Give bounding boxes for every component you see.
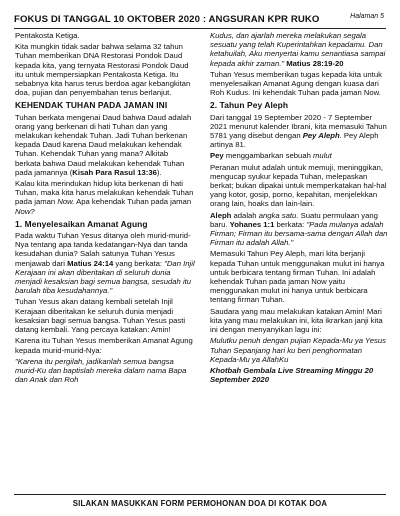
emphasis: Pey Aleph: [302, 131, 340, 141]
text: Suatu permulaan yang baru.: [210, 210, 378, 229]
text: yang berkata:: [113, 258, 165, 268]
text: . Pey Aleph artinya 81.: [210, 131, 379, 150]
paragraph: Karena itu Tuhan Yesus memberikan Amanat Agung kepada murid-murid-Nya:: [15, 336, 193, 355]
paragraph: [15, 113, 195, 177]
text: Kalau kita merindukan hidup kita berkenan di hati Tuhan, maka kita harus melakukan kehendak Tuhan pada jaman: [15, 179, 194, 207]
emphasis: Now?: [15, 206, 35, 216]
emphasis: mulut: [313, 151, 332, 161]
scripture-quote: "Pada mulanya adalah Firman; Firman itu bersama-sama dengan Allah dan Firman itu adalah Allah.": [210, 219, 388, 248]
paragraph: [210, 211, 390, 248]
header-title: FOKUS DI TANGGAL 10 OKTOBER 2020 : ANGSURAN KPR RUKO: [14, 13, 320, 25]
emphasis: Pey: [210, 151, 224, 161]
text: adalah: [231, 210, 259, 220]
scripture-reference: Yohanes 1:1: [229, 219, 275, 229]
text: Tuhan berkata mengenai Daud bahwa Daud adalah orang yang berkenan di hati Tuhan dan yang melakukan kehendak Tuhan. Jadi Tuhan berkenan kepada Daud karena Daud melakukan kehendak Tuhan. Kehendak Tuhan yang mana? Alkitab berkata bahwa Daud melakukan kehendak Tuhan pada jamannya (: [15, 112, 192, 177]
paragraph: [210, 151, 390, 160]
emphasis: angka satu.: [258, 210, 299, 220]
scripture-reference: Matius 24:14: [67, 258, 114, 268]
page-footer: SILAKAN MASUKKAN FORM PERMOHONAN DOA DI KOTAK DOA: [14, 494, 386, 508]
text: Pada waktu Tuhan Yesus ditanya oleh murid-murid-Nya tentang apa tanda kedatangan-Nya dan tanda kesudahan dunia? Salah satunya Tuhan Yesus menjawab dari: [15, 231, 191, 268]
text: menggambarkan sebuah: [223, 151, 314, 161]
paragraph: Peranan mulut adalah untuk memuji, meninggikan, mengucap syukur kepada Tuhan, melepaskan berkat; bukan dipakai untuk memperkatakan hal-hal yang kotor, gosip, porno, kepahitan, menjelekkan orang lain, hoaks dan lain-lain.: [210, 162, 387, 209]
paragraph: [210, 31, 390, 68]
text: ).: [156, 167, 162, 177]
paragraph: [15, 179, 195, 216]
scripture-quote: "Dan Injil Kerajaan ini akan diberitakan di seluruh dunia menjadi kesaksian bagi semua bangsa, sesudah itu barulah tiba kesudahannya.": [15, 258, 195, 296]
paragraph: [15, 231, 195, 295]
closing-note: Khotbah Gembala Live Streaming Minggu 20 September 2020: [210, 365, 374, 385]
paragraph: Tuhan Yesus akan datang kembali setelah Injil Kerajaan diberitakan ke seluruh dunia menjadi kesaksian bagi semua bangsa. Tuhan Yesus pasti datang kembali. Yang percaya katakan: Amin!: [15, 297, 186, 335]
paragraph: Memasuki Tahun Pey Aleph, mari kita berjanji kepada Tuhan untuk menggunakan mulut ini hanya untuk berbicara tentang firman Tuhan. Ini adalah kehendak Tuhan pada jaman Now yaitu menggunakan mulut ini hanya untuk berbicara tentang firman Tuhan.: [210, 249, 385, 305]
emphasis: Now.: [57, 197, 75, 207]
text: berkata:: [274, 219, 307, 229]
page-header: [14, 10, 386, 29]
paragraph: Tuhan Yesus memberikan tugas kepada kita untuk menyelesaikan Amanat Agung dengan kuasa dari Roh Kudus. Ini kehendak Tuhan pada jaman Now.: [210, 69, 382, 98]
scripture-reference: Matius 28:19-20: [286, 58, 344, 68]
right-column: [210, 31, 390, 386]
subheading: 2. Tahun Pey Aleph: [210, 100, 289, 111]
subheading: 1. Menyelesaikan Amanat Agung: [15, 218, 148, 229]
page-number: Halaman 5: [350, 13, 384, 20]
paragraph: Kita mungkin tidak sadar bahwa selama 32 tahun Tuhan memberikan DNA Restorasi Pondok Daud kepada kita, yang ternyata Restorasi Pondok Daud itu untuk mempersiapkan Pentakosta Ketiga. Itu sebabnya kita harus terus berdoa agar kebangkitan doa, pujian dan penyembahan terus berlanjut.: [15, 42, 191, 98]
paragraph: [210, 113, 390, 150]
song-lyrics: Mulutku penuh dengan pujian Kepada-Mu ya Yesus Tuhan Sepanjang hari ku beri penghormatan Kepada-Mu ya AllahKu: [210, 336, 386, 364]
scripture-reference: Kisah Para Rasul 13:36: [72, 167, 157, 177]
text: Dari tanggal 19 September 2020 - 7 September 2021 menurut kalender Ibrani, kita memasuki Tahun 5781 yang disebut dengan: [210, 112, 387, 141]
paragraph: Saudara yang mau melakukan katakan Amin! Mari kita yang mau melakukan ini, kita ikrarkan janji kita ini dengan menyanyikan lagu ini:: [210, 306, 383, 335]
text: Apa kehendak Tuhan pada jaman: [74, 197, 192, 207]
left-column: [15, 31, 195, 386]
section-heading: KEHENDAK TUHAN PADA JAMAN INI: [15, 100, 168, 111]
emphasis: Aleph: [210, 210, 232, 220]
scripture-quote: "Karena itu pergilah, jadikanlah semua bangsa murid-Ku dan baptislah mereka dalam nama Bapa dan Anak dan Roh: [15, 356, 187, 385]
scripture-quote: Kudus, dan ajarlah mereka melakukan segala sesuatu yang telah Kuperintahkan kepadamu. Dan ketahuilah, Aku menyertai kamu senantiasa sampai kepada akhir zaman.": [210, 31, 386, 68]
paragraph: Pentakosta Ketiga.: [15, 31, 80, 40]
